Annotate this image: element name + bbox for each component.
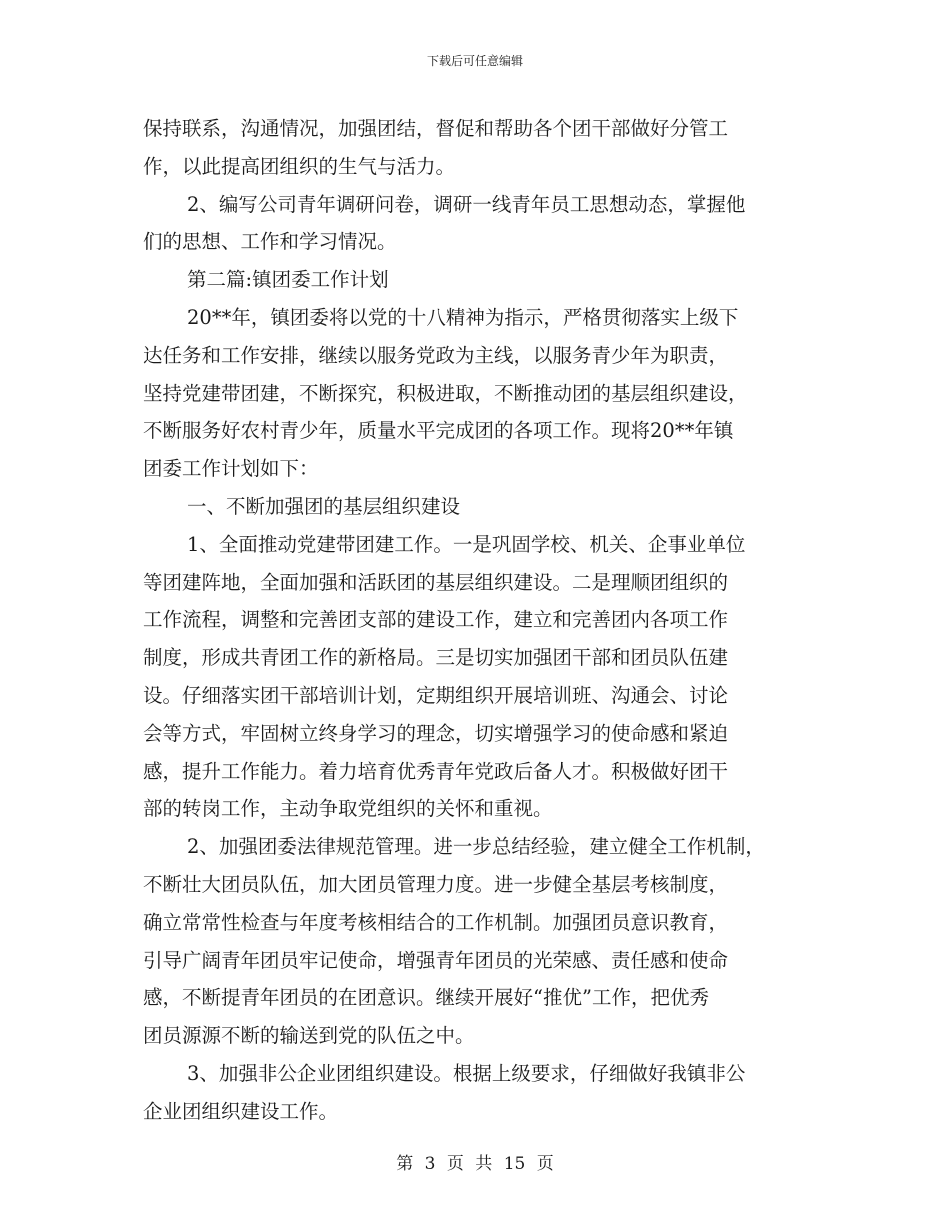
text-line: 3、加强非公企业团组织建设。根据上级要求，仔细做好我镇非公	[187, 1061, 746, 1085]
text-line: 保持联系，沟通情况，加强团结，督促和帮助各个团干部做好分管工	[143, 117, 729, 140]
text-line: 第二篇:镇团委工作计划	[187, 268, 389, 292]
text-line: 达任务和工作安排，继续以服务党政为主线，以服务青少年为职责，	[143, 343, 729, 367]
text-line: 2、编写公司青年调研问卷，调研一线青年员工思想动态，掌握他	[187, 192, 746, 216]
text-line: 们的思想、工作和学习情况。	[143, 230, 397, 254]
text-line: 不断壮大团员队伍，加大团员管理力度。进一步健全基层考核制度，	[143, 872, 729, 896]
text-line: 工作流程，调整和完善团支部的建设工作，建立和完善团内各项工作	[143, 608, 729, 632]
text-line: 制度，形成共青团工作的新格局。三是切实加强团干部和团员队伍建	[143, 646, 729, 670]
text-line: 一、不断加强团的基层组织建设	[187, 494, 461, 518]
text-line: 不断服务好农村青少年，质量水平完成团的各项工作。现将20**年镇	[143, 419, 734, 443]
text-line: 团委工作计划如下：	[143, 457, 319, 481]
text-line: 坚持党建带团建，不断探究，积极进取，不断推动团的基层组织建设，	[143, 381, 748, 405]
text-line: 20**年，镇团委将以党的十八精神为指示，严格贯彻落实上级下	[187, 305, 739, 329]
text-line: 团员源源不断的输送到党的队伍之中。	[143, 1024, 475, 1048]
text-line: 引导广阔青年团员牢记使命，增强青年团员的光荣感、责任感和使命	[143, 948, 729, 972]
page-header-note: 下载后可任意编辑	[426, 54, 523, 68]
text-line: 等团建阵地，全面加强和活跃团的基层组织建设。二是理顺团组织的	[143, 570, 729, 594]
text-line: 部的转岗工作，主动争取党组织的关怀和重视。	[143, 797, 553, 821]
document-body	[143, 110, 823, 1131]
text-line: 设。仔细落实团干部培训计划，定期组织开展培训班、沟通会、讨论	[143, 683, 729, 707]
text-line: 企业团组织建设工作。	[143, 1099, 339, 1123]
text-line: 作，以此提高团组织的生气与活力。	[143, 154, 456, 178]
text-line: 感，不断提青年团员的在团意识。继续开展好“推优”工作，把优秀	[143, 986, 709, 1010]
text-line: 2、加强团委法律规范管理。进一步总结经验，建立健全工作机制，	[187, 835, 765, 859]
text-line: 1、全面推动党建带团建工作。一是巩固学校、机关、企事业单位	[187, 532, 746, 556]
text-line: 确立常常性检查与年度考核相结合的工作机制。加强团员意识教育，	[143, 910, 729, 934]
text-line: 感，提升工作能力。着力培育优秀青年党政后备人才。积极做好团干	[143, 759, 729, 783]
text-line: 会等方式，牢固树立终身学习的理念，切实增强学习的使命感和紧迫	[143, 721, 729, 745]
page-number-footer: 第 3 页 共 15 页	[396, 1154, 554, 1174]
